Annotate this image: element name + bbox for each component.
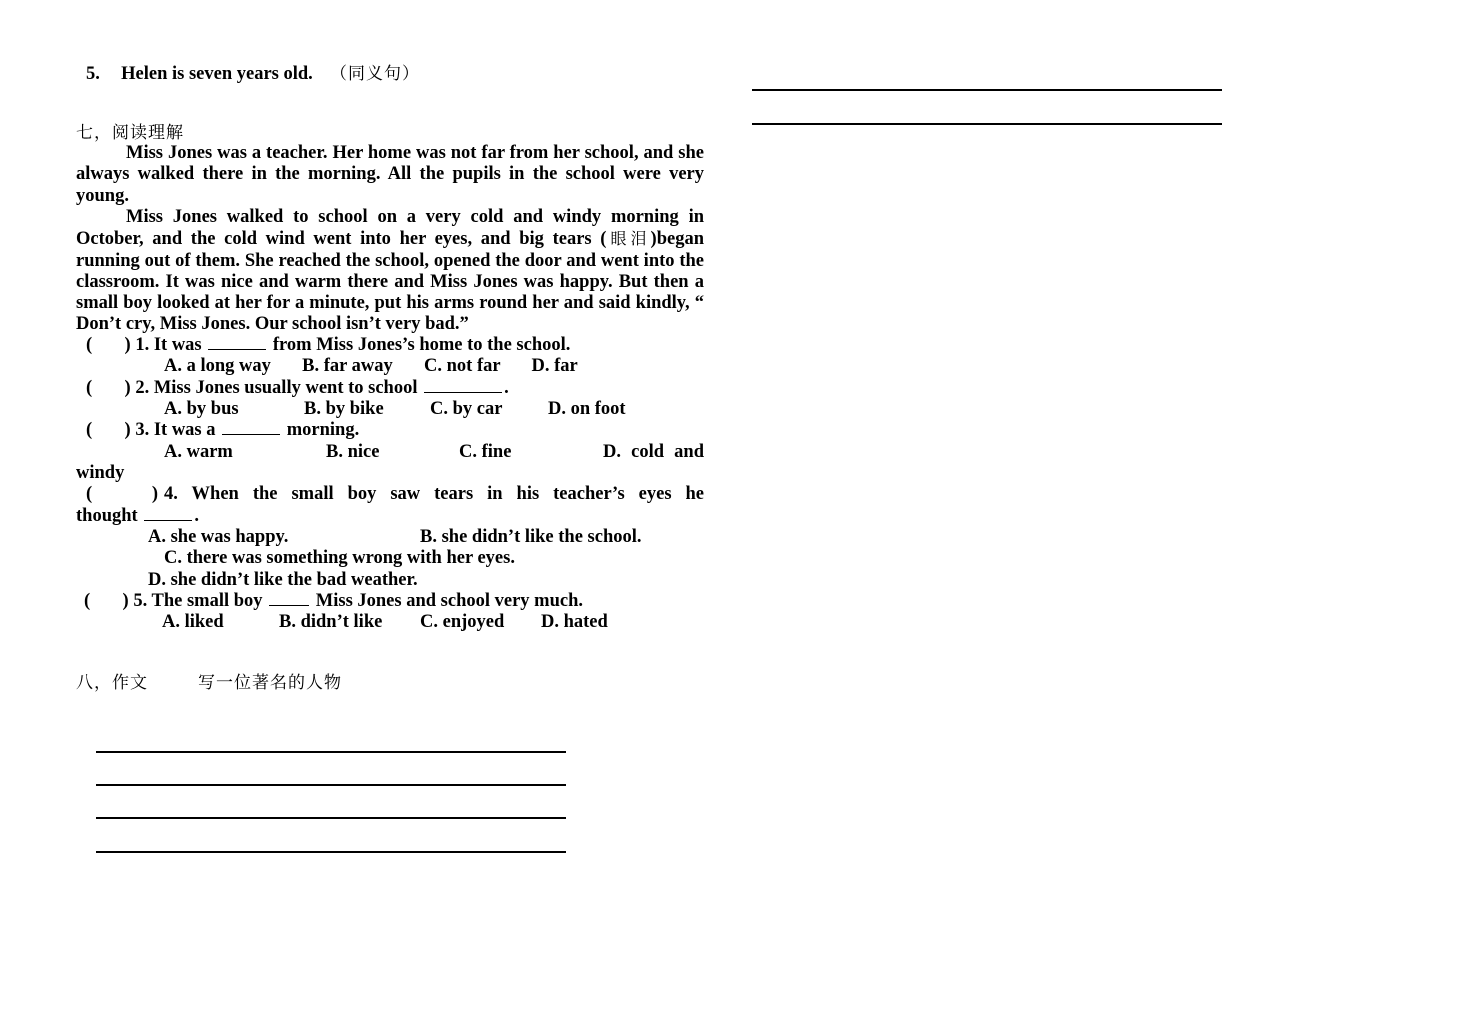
option-1a: A. a long way <box>164 356 271 376</box>
writing-line-2[interactable] <box>96 784 566 786</box>
answer-paren-4[interactable]: ( ) <box>86 484 159 504</box>
question-3 <box>86 420 359 441</box>
answer-line-1[interactable] <box>752 89 1222 91</box>
writing-prompt: 写一位著名的人物 <box>198 673 342 693</box>
question-2 <box>86 378 509 399</box>
question-4-option-d-row: D. she didn’t like the bad weather. <box>148 570 418 590</box>
fill-blank-3[interactable] <box>222 420 280 435</box>
reading-heading: 七，阅读理解 <box>76 123 184 143</box>
writing-line-4[interactable] <box>96 851 566 853</box>
writing-line-3[interactable] <box>96 817 566 819</box>
option-1c: C. not far <box>424 356 501 376</box>
option-1d: D. far <box>531 356 578 376</box>
answer-line-2[interactable] <box>752 123 1222 125</box>
question-5-stem: 5. The small boy <box>133 591 263 611</box>
question-3-stem: 3. It was a <box>135 420 216 440</box>
question-5-stem-end: Miss Jones and school very much. <box>315 591 584 611</box>
fill-blank-5[interactable] <box>269 591 309 606</box>
option-5d: D. hated <box>541 612 608 632</box>
option-3c: C. fine <box>459 442 512 462</box>
question-1-stem-end: from Miss Jones’s home to the school. <box>272 335 571 355</box>
q5-hint: （同义句） <box>330 64 421 84</box>
option-4a: A. she was happy. <box>148 527 289 547</box>
question-2-options <box>164 399 626 420</box>
option-5c: C. enjoyed <box>420 612 505 632</box>
answer-paren-3[interactable]: ( ) <box>86 420 131 440</box>
question-5-options <box>162 612 608 633</box>
writing-heading <box>76 668 342 693</box>
fill-blank-4[interactable] <box>144 506 192 521</box>
option-5a: A. liked <box>162 612 224 632</box>
passage-text-2b: )began running out of them. She reached the school, opened the door and went into the classroom. It was nice and warm there and Miss Jones was happy. But then a small boy looked at her for a minute, put his arms round her and said kindly, “ Don’t cry, Miss Jones. Our school isn’t very bad.” <box>76 229 704 335</box>
option-2d: D. on foot <box>548 399 626 419</box>
passage-para-2 <box>76 207 704 336</box>
question-1 <box>86 335 570 356</box>
answer-paren-2[interactable]: ( ) <box>86 378 131 398</box>
option-4b: B. she didn’t like the school. <box>420 527 642 547</box>
question-4-cont <box>76 506 199 527</box>
option-3a: A. warm <box>164 442 233 462</box>
option-2c: C. by car <box>430 399 503 419</box>
fill-blank-2[interactable] <box>424 378 502 393</box>
question-3-options <box>164 442 704 463</box>
question-4-stem-end: . <box>194 506 199 526</box>
passage-para-1 <box>76 143 704 207</box>
writing-heading-label: 八，作文 <box>76 673 148 693</box>
q5-sentence: Helen is seven years old. <box>121 64 313 84</box>
passage-text-1: Miss Jones was a teacher. Her home was not far from her school, and she always walked there in the morning. All the pupils in the school were very young. <box>76 143 704 206</box>
question-4-stem-cont: thought <box>76 506 138 526</box>
option-2a: A. by bus <box>164 399 239 419</box>
passage-text-2-cjk: 眼泪 <box>606 229 651 249</box>
answer-paren-1[interactable]: ( ) <box>86 335 131 355</box>
answer-paren-5[interactable]: ( ) <box>84 591 129 611</box>
option-2b: B. by bike <box>304 399 384 419</box>
q5-number: 5. <box>86 64 100 84</box>
question-2-stem: 2. Miss Jones usually went to school <box>135 378 418 398</box>
option-5b: B. didn’t like <box>279 612 383 632</box>
option-1b: B. far away <box>302 356 393 376</box>
question-4-option-a-row <box>148 527 642 548</box>
fill-blank-1[interactable] <box>208 335 266 350</box>
question-3-option-wrap: windy <box>76 463 125 483</box>
passage-text-2a: Miss Jones walked to school on a very cold and windy morning in October, and the cold wind went into her eyes, and big tears ( <box>76 207 704 250</box>
question-2-stem-end: . <box>504 378 509 398</box>
question-5 <box>84 591 583 612</box>
q5-line <box>86 64 420 85</box>
question-4 <box>86 484 704 505</box>
option-3b: B. nice <box>326 442 380 462</box>
question-4-option-c-row: C. there was something wrong with her eyes. <box>164 548 515 568</box>
question-4-stem: 4. When the small boy saw tears in his teacher’s eyes he <box>164 484 704 504</box>
option-3d: D. cold and <box>603 442 704 462</box>
question-1-options <box>164 356 578 377</box>
question-1-stem: 1. It was <box>135 335 202 355</box>
writing-line-1[interactable] <box>96 751 566 753</box>
question-3-stem-end: morning. <box>286 420 360 440</box>
